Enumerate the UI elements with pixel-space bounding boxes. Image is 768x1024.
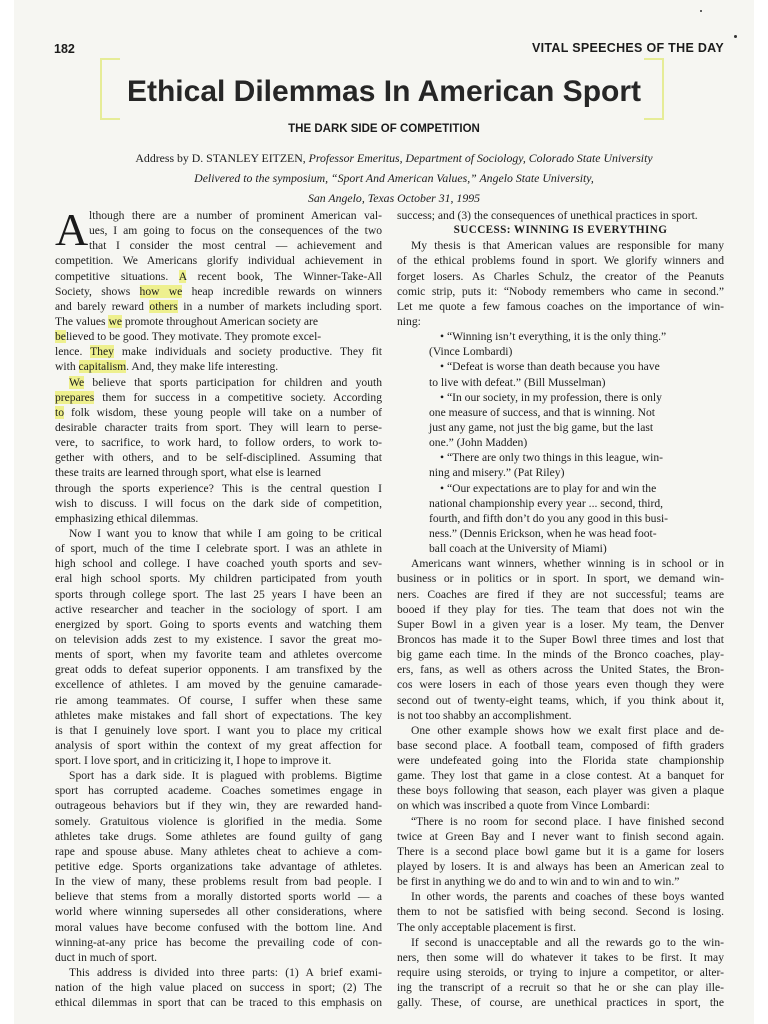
text-line: Americans want winners, whether winning is in school or in	[411, 557, 724, 571]
section-heading: SUCCESS: WINNING IS EVERYTHING	[453, 224, 668, 237]
text-line: cos were losers in each of those years even though they were	[397, 678, 724, 692]
text-line: sports through college sport. The last 25 years I have been an	[55, 587, 382, 601]
text-line: success; and (3) the consequences of unethical practices in sport.	[397, 209, 698, 222]
text-line: ues, I am going to focus on the consequences of the two	[89, 224, 382, 238]
highlighter-mark: A	[178, 269, 187, 283]
byline-occasion: Delivered to the symposium, “Sport And American Values,” Angelo State University,	[194, 171, 594, 185]
quote-line: ness.” (Dennis Erickson, when he was head foot-	[429, 526, 657, 540]
text-line: ners. Coaches are fired if they are not successful; teams are	[397, 587, 724, 601]
text-line: of the ethical problems found in sport. We glorify winners and	[397, 254, 724, 268]
text-line: require using steroids, or trying to injure a competitor, or alter-	[397, 966, 724, 980]
text-line: is that I genuinely love sport. I want you to place my critical	[55, 723, 382, 737]
text-line: booed if they play for ties. The team that does not win the	[397, 602, 724, 616]
text-line: The only acceptable placement is first.	[397, 920, 576, 934]
text-line: ers, fans, as well as others across the United States, the Bron-	[397, 663, 724, 677]
text-line: We believe that sports participation for children and youth	[69, 375, 382, 389]
text-line: business or in politics or in sport. In sport, we demand win-	[397, 572, 724, 586]
text-line: competitive situations. A recent book, The Winner-Take-All	[55, 269, 382, 283]
text-line: If second is unacceptable and all the rewards go to the win-	[411, 935, 724, 949]
text-line: My thesis is that American values are responsible for many	[411, 239, 724, 253]
text-line: ners, then some will do whatever it takes to be first. It may	[397, 950, 724, 964]
text-line: be first in anything we do and to win and to win and to win.”	[397, 875, 680, 889]
text-line: these traits are learned through sport, what else is learned	[55, 466, 321, 480]
text-line: In other words, the parents and coaches of these boys wanted	[411, 890, 724, 904]
text-line: desirable character traits from sport. They will learn to perse-	[55, 420, 382, 434]
text-line: gally. These, of course, are unethical practices in sport, the	[397, 996, 724, 1010]
text-line: believed to be good. They motivate. They promote excel-	[55, 330, 322, 344]
text-line: athletes make mistakes and fall short of expectations. The key	[55, 708, 382, 722]
text-line: and barely reward others in a number of markets including sport.	[55, 299, 382, 313]
text-line: world where winning supersedes all other considerations, where	[55, 905, 382, 919]
quote-line: national championship every year ... second, third,	[429, 496, 664, 510]
text-line: to folk wisdom, these young people will take on a number of	[55, 405, 382, 419]
highlighter-mark: to	[55, 405, 65, 419]
text-line: big game each time. In the minds of the Bronco coaches, play-	[397, 648, 724, 662]
quote-line: (Vince Lombardi)	[429, 345, 513, 359]
text-line: Society, shows how we heap incredible rewards on winners	[55, 284, 382, 298]
text-line: Sport has a dark side. It is plagued with problems. Bigtime	[69, 769, 382, 783]
text-line: that I consider the most central — achievement and	[89, 239, 382, 253]
highlighter-mark: others	[149, 299, 178, 313]
quote-line: ball coach at the University of Miami)	[429, 542, 607, 556]
quote-line: to live with defeat.” (Bill Musselman)	[429, 375, 606, 389]
text-line: In the view of many, these problems result from bad people. I	[55, 875, 382, 889]
text-line: ing the transcript of a recruit so that he or she can play ille-	[397, 981, 724, 995]
text-line: competition. We Americans glorify individual achievement in	[55, 254, 382, 268]
text-line: ethical dilemmas in sport that can be traced to this emphasis on	[55, 996, 382, 1010]
byline-place-date: San Angelo, Texas October 31, 1995	[307, 191, 481, 205]
text-line: prepares them for success in a competitive society. According	[55, 390, 382, 404]
text-line: rie among teammates. Of course, I suffer when these same	[55, 693, 382, 707]
text-line: athletes take drugs. Some athletes are found guilty of gang	[55, 829, 382, 843]
text-line: duct in much of sport.	[55, 950, 158, 964]
text-line: lence. They make individuals and society productive. They fit	[55, 345, 382, 359]
text-line: base second place. A football team, composed of fifth graders	[397, 738, 724, 752]
text-line: them to not be satisfied with being second. Second is losing.	[397, 905, 724, 919]
right-column	[397, 208, 724, 1010]
speck-mark	[734, 35, 737, 38]
text-line: wish to discuss. I will focus on the dark side of competition,	[55, 496, 382, 510]
quote-line: • “Winning isn’t everything, it is the only thing.”	[440, 330, 667, 344]
text-line: sport. I love sport, and in criticizing it, I hope to improve it.	[55, 754, 332, 768]
text-line: second out of twenty-eight teams, which, if you think about it,	[397, 693, 724, 707]
text-line: winning-at-any price has become the prevailing code of con-	[55, 935, 382, 949]
page-number: 182	[54, 42, 75, 56]
text-line: rape and spouse abuse. Many athletes cheat to achieve a com-	[55, 844, 382, 858]
text-line: The values we promote throughout American society are	[55, 314, 319, 328]
highlighter-mark: how we	[139, 284, 183, 298]
text-line: on which was inscribed a quote from Vince Lombardi:	[397, 799, 650, 813]
text-line: There is a second place bowl game but it is a game for losers	[397, 844, 724, 858]
text-line: outrageous behaviors but if they win, they are rewarded hand-	[55, 799, 382, 813]
text-line: This address is divided into three parts: (1) A brief exami-	[69, 966, 382, 980]
text-line: gether with others, and to be self-disciplined. Assuming that	[55, 451, 382, 465]
text-line: played by losers. It is and always has been an American zeal to	[397, 860, 724, 874]
text-line: on television adds zest to my existence. I savor the great mo-	[55, 632, 382, 646]
text-line: active researcher and teacher in the sociology of sport. I am	[55, 602, 382, 616]
text-line: comic strip, puts it: “Nobody remembers who came in second.”	[397, 284, 724, 298]
text-line: energized by sport. Going to sports events and watching them	[55, 617, 382, 631]
text-line: nation of the high value placed on success in sport; (2) The	[55, 981, 382, 995]
highlighter-mark: capitalism	[78, 360, 127, 374]
byline	[54, 148, 734, 208]
text-line: great odds to defeat superior opponents. I am transfixed by the	[55, 663, 382, 677]
page	[14, 0, 754, 1024]
byline-author-line: Address by D. STANLEY EITZEN, Professor Emeritus, Department of Sociology, Colorado State University	[135, 151, 653, 165]
article-title: Ethical Dilemmas In American Sport	[126, 75, 642, 108]
text-line: moral values have become confused with the bottom line. And	[55, 920, 382, 934]
quote-line: • “Defeat is worse than death because you have	[440, 360, 660, 374]
text-line: excellence of athletes. I am moved by the genuine camarade-	[55, 678, 382, 692]
quote-line: • “Our expectations are to play for and win the	[440, 481, 657, 495]
drop-cap: A	[55, 204, 89, 255]
quote-line: • “There are only two things in this league, win-	[440, 451, 663, 465]
text-line: “There is no room for second place. I have finished second	[411, 814, 724, 828]
text-line: somely. Gratuitous violence is glorified in the media. Some	[55, 814, 382, 828]
quote-line: one measure of success, and that is winning. Not	[429, 405, 656, 419]
text-line: is not too shabby an accomplishment.	[397, 708, 572, 722]
text-line: Now I want you to know that while I am going to be critical	[69, 526, 382, 540]
text-line: Super Bowl in a given year is a loser. My team, the Denver	[397, 617, 724, 631]
text-line: forget losers. As Charles Schulz, the creator of the Peanuts	[397, 269, 724, 283]
quote-line: one.” (John Madden)	[429, 436, 528, 450]
quote-line: fourth, and fifth don’t do you any good in this busi-	[429, 511, 669, 525]
text-line: Let me quote a few famous coaches on the importance of win-	[397, 299, 724, 313]
text-line: Broncos has made it to the Super Bowl three times and lost that	[397, 632, 724, 646]
quote-line: just any game, not just the big game, but the last	[429, 420, 654, 434]
text-line: One other example shows how we exalt first place and de-	[411, 723, 724, 737]
text-line: lthough there are a number of prominent American val-	[89, 209, 382, 222]
quote-line: • “In our society, in my profession, there is only	[440, 390, 662, 404]
text-line: these boys following that season, each player was given a plaque	[397, 784, 724, 798]
highlighter-mark: prepares	[55, 390, 95, 404]
text-line: analysis of sport within the context of my great affection for	[55, 738, 382, 752]
text-line: were undefeated going into the Florida state championship	[397, 754, 724, 768]
text-line: through the sports experience? This is the central question I	[55, 481, 382, 495]
text-line: petitive edge. Sports organizations take advantage of athletes.	[55, 860, 382, 874]
text-line: believe that stems from a morally distorted sports world — a	[55, 890, 382, 904]
text-line: with capitalism. And, they make life interesting.	[55, 360, 279, 374]
text-line: high school and college. I have coached youth sports and sev-	[55, 557, 382, 571]
text-line: of sport, much of the time I celebrate sport. I was an athlete in	[55, 542, 382, 556]
quote-line: ning and misery.” (Pat Riley)	[429, 466, 565, 480]
article-subtitle: THE DARK SIDE OF COMPETITION	[288, 123, 480, 135]
text-line: emphasizing ethical dilemmas.	[55, 511, 199, 525]
text-line: game. They lost that game in a close contest. At a banquet for	[397, 769, 724, 783]
text-line: ments of sport, when my favorite team and athletes overcome	[55, 648, 382, 662]
text-line: twice at Green Bay and I never want to finish second again.	[397, 829, 724, 843]
highlighter-mark: We	[69, 375, 85, 389]
publication-name: VITAL SPEECHES OF THE DAY	[531, 41, 724, 55]
text-line: eral high school sports. My children participated from youth	[55, 572, 382, 586]
text-line: sport has corrupted academe. Coaches sometimes engage in	[55, 784, 382, 798]
highlighter-mark: we	[108, 314, 122, 328]
speck-mark	[700, 10, 702, 12]
highlighter-mark: They	[90, 345, 114, 359]
left-column	[55, 204, 382, 1010]
text-line: vere, to sacrifice, to work hard, to follow orders, to work to-	[55, 436, 382, 450]
highlighter-mark: be	[55, 330, 66, 344]
text-line: ning:	[397, 314, 421, 328]
